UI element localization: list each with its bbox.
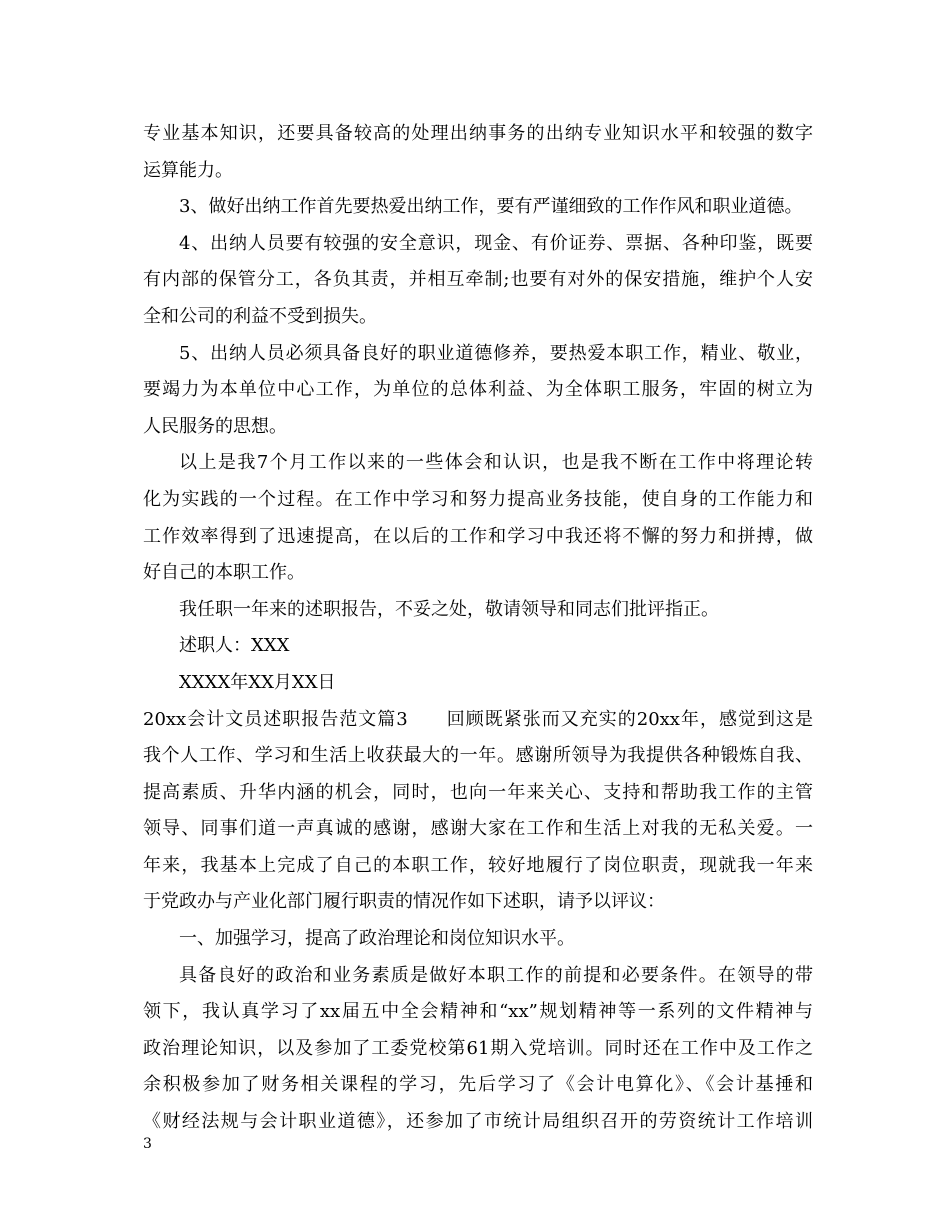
signature-line: 述职人：XXX [179,635,290,657]
text-line: 工作效率得到了迅速提高，在以后的工作和学习中我还将不懈的努力和拼搏，做 [143,525,813,547]
text-line: 余积极参加了财务相关课程的学习，先后学习了《会计电算化》、《会计基捶和 [143,1074,813,1096]
text-line: 要竭力为本单位中心工作，为单位的总体利益、为全体职工服务，牢固的树立为 [143,379,813,401]
text-line: 《财经法规与会计职业道德》，还参加了市统计局组织召开的劳资统计工作培训 [143,1111,813,1133]
text-line: 年来，我基本上完成了自己的本职工作，较好地履行了岗位职责，现就我一年来 [143,854,813,876]
text-line: 于党政办与产业化部门履行职责的情况作如下述职，请予以评议： [143,891,665,913]
text-line: 人民服务的思想。 [143,415,287,437]
text-line: 我任职一年来的述职报告，不妥之处，敬请领导和同志们批评指正。 [179,598,719,620]
text-line: 领导、同事们道一声真诚的感谢，感谢大家在工作和生活上对我的无私关爱。一 [143,818,813,840]
text-line: 5、出纳人员必须具备良好的职业道德修养，要热爱本职工作，精业、敬业， [179,342,813,364]
text-line: 专业基本知识，还要具备较高的处理出纳事务的出纳专业知识水平和较强的数字 [143,123,813,144]
text-line: 化为实践的一个过程。在工作中学习和努力提高业务技能，使自身的工作能力和 [143,488,813,510]
text-line: 3、做好出纳工作首先要热爱出纳工作，要有严谨细致的工作作风和职业道德。 [179,196,803,218]
text-line: 好自己的本职工作。 [143,562,305,584]
text-line: 以上是我7个月工作以来的一些体会和认识，也是我不断在工作中将理论转 [179,452,813,474]
date-line: XXXX年XX月XX日 [179,671,336,693]
text-line: 4、出纳人员要有较强的安全意识，现金、有价证券、票据、各种印鉴，既要 [179,232,813,254]
text-line: 全和公司的利益不受到损失。 [143,305,377,327]
text-line: 有内部的保管分工，各负其责，并相互牵制;也要有对外的保安措施，维护个人安 [143,269,813,291]
text-line: 领下，我认真学习了xx届五中全会精神和“xx”规划精神等一系列的文件精神与 [143,1001,813,1023]
section-heading-line: 20xx会计文员述职报告范文篇3 回顾既紧张而又充实的20xx年，感觉到这是 [143,708,813,730]
text-line: 具备良好的政治和业务素质是做好本职工作的前提和必要条件。在领导的带 [179,964,813,986]
text-line: 我个人工作、学习和生活上收获最大的一年。感谢所领导为我提供各种锻炼自我、 [143,745,813,767]
text-line: 政治理论知识，以及参加了工委党校第61期入党培训。同时还在工作中及工作之 [143,1037,813,1059]
page-number: 3 [143,1136,152,1152]
text-line: 运算能力。 [143,159,233,181]
text-line: 提高素质、升华内涵的机会，同时，也向一年来关心、支持和帮助我工作的主管 [143,781,813,803]
document-body [143,116,813,1141]
subheading-line: 一、加强学习，提高了政治理论和岗位知识水平。 [179,928,575,950]
